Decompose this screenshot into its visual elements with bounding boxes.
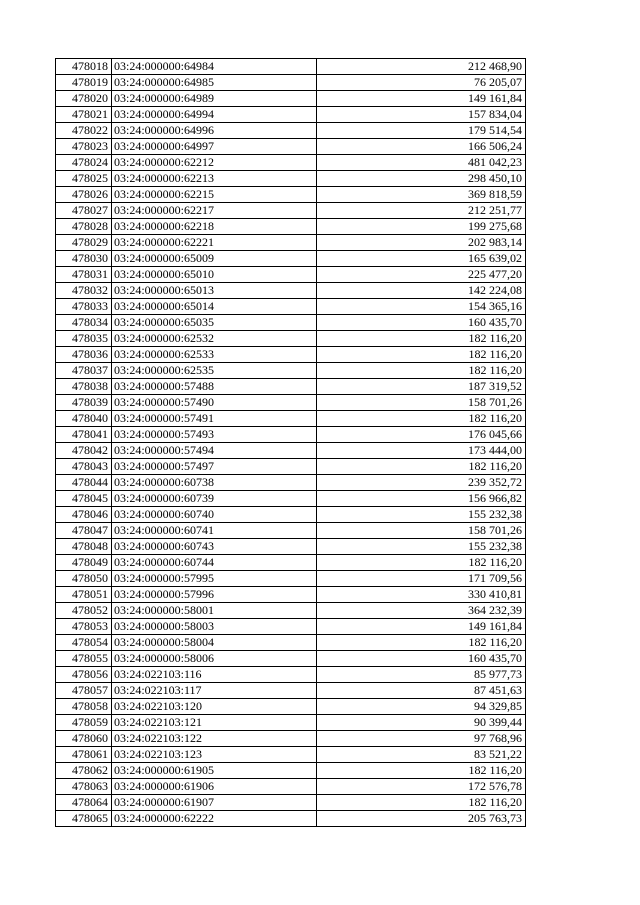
row-number-cell: 478040 [56, 411, 112, 427]
value-cell: 87 451,63 [317, 683, 526, 699]
table-row [56, 187, 526, 203]
cadastral-number-cell: 03:24:022103:117 [112, 683, 317, 699]
table-row [56, 539, 526, 555]
table-row [56, 747, 526, 763]
row-number-cell: 478025 [56, 171, 112, 187]
row-number-cell: 478057 [56, 683, 112, 699]
row-number-cell: 478054 [56, 635, 112, 651]
value-cell: 158 701,26 [317, 523, 526, 539]
cadastral-number-cell: 03:24:000000:64997 [112, 139, 317, 155]
table-row [56, 123, 526, 139]
cadastral-number-cell: 03:24:000000:58004 [112, 635, 317, 651]
value-cell: 166 506,24 [317, 139, 526, 155]
row-number-cell: 478023 [56, 139, 112, 155]
row-number-cell: 478065 [56, 811, 112, 827]
cadastral-number-cell: 03:24:022103:123 [112, 747, 317, 763]
table-row [56, 699, 526, 715]
cadastral-number-cell: 03:24:000000:58006 [112, 651, 317, 667]
row-number-cell: 478052 [56, 603, 112, 619]
value-cell: 142 224,08 [317, 283, 526, 299]
value-cell: 85 977,73 [317, 667, 526, 683]
row-number-cell: 478039 [56, 395, 112, 411]
row-number-cell: 478024 [56, 155, 112, 171]
table-row [56, 59, 526, 75]
row-number-cell: 478055 [56, 651, 112, 667]
table-row [56, 219, 526, 235]
value-cell: 172 576,78 [317, 779, 526, 795]
value-cell: 173 444,00 [317, 443, 526, 459]
value-cell: 154 365,16 [317, 299, 526, 315]
cadastral-number-cell: 03:24:000000:61905 [112, 763, 317, 779]
table-row [56, 555, 526, 571]
cadastral-number-cell: 03:24:000000:57996 [112, 587, 317, 603]
cadastral-number-cell: 03:24:000000:58001 [112, 603, 317, 619]
value-cell: 212 468,90 [317, 59, 526, 75]
table-row [56, 427, 526, 443]
cadastral-number-cell: 03:24:000000:62532 [112, 331, 317, 347]
cadastral-number-cell: 03:24:000000:62221 [112, 235, 317, 251]
value-cell: 182 116,20 [317, 795, 526, 811]
value-cell: 171 709,56 [317, 571, 526, 587]
value-cell: 369 818,59 [317, 187, 526, 203]
cadastral-number-cell: 03:24:000000:62217 [112, 203, 317, 219]
value-cell: 149 161,84 [317, 91, 526, 107]
table-row [56, 91, 526, 107]
table-row [56, 459, 526, 475]
row-number-cell: 478018 [56, 59, 112, 75]
table-row [56, 267, 526, 283]
value-cell: 330 410,81 [317, 587, 526, 603]
table-row [56, 811, 526, 827]
cadastral-number-cell: 03:24:000000:60739 [112, 491, 317, 507]
row-number-cell: 478049 [56, 555, 112, 571]
table-row [56, 603, 526, 619]
value-cell: 157 834,04 [317, 107, 526, 123]
table-row [56, 411, 526, 427]
row-number-cell: 478030 [56, 251, 112, 267]
cadastral-number-cell: 03:24:000000:65014 [112, 299, 317, 315]
table-row [56, 379, 526, 395]
table-row [56, 299, 526, 315]
value-cell: 83 521,22 [317, 747, 526, 763]
row-number-cell: 478053 [56, 619, 112, 635]
table-row [56, 443, 526, 459]
value-cell: 481 042,23 [317, 155, 526, 171]
cadastral-number-cell: 03:24:000000:64994 [112, 107, 317, 123]
row-number-cell: 478058 [56, 699, 112, 715]
table-row [56, 235, 526, 251]
cadastral-number-cell: 03:24:000000:62215 [112, 187, 317, 203]
value-cell: 364 232,39 [317, 603, 526, 619]
table-row [56, 635, 526, 651]
row-number-cell: 478060 [56, 731, 112, 747]
value-cell: 205 763,73 [317, 811, 526, 827]
row-number-cell: 478063 [56, 779, 112, 795]
cadastral-number-cell: 03:24:000000:61907 [112, 795, 317, 811]
cadastral-number-cell: 03:24:000000:58003 [112, 619, 317, 635]
table-row [56, 491, 526, 507]
table-row [56, 155, 526, 171]
table-row [56, 171, 526, 187]
value-cell: 182 116,20 [317, 363, 526, 379]
cadastral-number-cell: 03:24:022103:122 [112, 731, 317, 747]
value-cell: 182 116,20 [317, 347, 526, 363]
table-row [56, 203, 526, 219]
table-row [56, 651, 526, 667]
row-number-cell: 478026 [56, 187, 112, 203]
row-number-cell: 478022 [56, 123, 112, 139]
cadastral-number-cell: 03:24:000000:60740 [112, 507, 317, 523]
table-row [56, 139, 526, 155]
value-cell: 149 161,84 [317, 619, 526, 635]
row-number-cell: 478045 [56, 491, 112, 507]
row-number-cell: 478042 [56, 443, 112, 459]
row-number-cell: 478051 [56, 587, 112, 603]
value-cell: 158 701,26 [317, 395, 526, 411]
table-row [56, 795, 526, 811]
table-row [56, 395, 526, 411]
row-number-cell: 478050 [56, 571, 112, 587]
row-number-cell: 478061 [56, 747, 112, 763]
cadastral-number-cell: 03:24:000000:62535 [112, 363, 317, 379]
cadastral-number-cell: 03:24:000000:60743 [112, 539, 317, 555]
value-cell: 298 450,10 [317, 171, 526, 187]
row-number-cell: 478035 [56, 331, 112, 347]
cadastral-number-cell: 03:24:000000:60744 [112, 555, 317, 571]
value-cell: 90 399,44 [317, 715, 526, 731]
row-number-cell: 478037 [56, 363, 112, 379]
row-number-cell: 478043 [56, 459, 112, 475]
table-row [56, 107, 526, 123]
cadastral-number-cell: 03:24:000000:57494 [112, 443, 317, 459]
cadastral-number-cell: 03:24:022103:121 [112, 715, 317, 731]
table-row [56, 363, 526, 379]
row-number-cell: 478064 [56, 795, 112, 811]
row-number-cell: 478029 [56, 235, 112, 251]
row-number-cell: 478020 [56, 91, 112, 107]
cadastral-number-cell: 03:24:000000:65009 [112, 251, 317, 267]
value-cell: 155 232,38 [317, 507, 526, 523]
data-table [55, 58, 526, 827]
value-cell: 165 639,02 [317, 251, 526, 267]
row-number-cell: 478021 [56, 107, 112, 123]
row-number-cell: 478044 [56, 475, 112, 491]
table-row [56, 75, 526, 91]
row-number-cell: 478056 [56, 667, 112, 683]
row-number-cell: 478032 [56, 283, 112, 299]
row-number-cell: 478048 [56, 539, 112, 555]
value-cell: 160 435,70 [317, 315, 526, 331]
cadastral-number-cell: 03:24:000000:57491 [112, 411, 317, 427]
value-cell: 97 768,96 [317, 731, 526, 747]
value-cell: 94 329,85 [317, 699, 526, 715]
cadastral-number-cell: 03:24:000000:62212 [112, 155, 317, 171]
value-cell: 182 116,20 [317, 555, 526, 571]
table-row [56, 475, 526, 491]
cadastral-number-cell: 03:24:000000:61906 [112, 779, 317, 795]
value-cell: 76 205,07 [317, 75, 526, 91]
value-cell: 199 275,68 [317, 219, 526, 235]
table-row [56, 347, 526, 363]
value-cell: 182 116,20 [317, 331, 526, 347]
cadastral-number-cell: 03:24:000000:65013 [112, 283, 317, 299]
table-row [56, 715, 526, 731]
table-row [56, 251, 526, 267]
row-number-cell: 478034 [56, 315, 112, 331]
cadastral-number-cell: 03:24:000000:57995 [112, 571, 317, 587]
value-cell: 182 116,20 [317, 411, 526, 427]
table-row [56, 331, 526, 347]
cadastral-number-cell: 03:24:000000:57493 [112, 427, 317, 443]
row-number-cell: 478036 [56, 347, 112, 363]
table-row [56, 667, 526, 683]
value-cell: 179 514,54 [317, 123, 526, 139]
value-cell: 182 116,20 [317, 635, 526, 651]
row-number-cell: 478019 [56, 75, 112, 91]
cadastral-number-cell: 03:24:000000:64984 [112, 59, 317, 75]
value-cell: 202 983,14 [317, 235, 526, 251]
cadastral-number-cell: 03:24:022103:120 [112, 699, 317, 715]
value-cell: 187 319,52 [317, 379, 526, 395]
cadastral-number-cell: 03:24:000000:62533 [112, 347, 317, 363]
cadastral-number-cell: 03:24:000000:64985 [112, 75, 317, 91]
table-row [56, 731, 526, 747]
row-number-cell: 478031 [56, 267, 112, 283]
cadastral-number-cell: 03:24:000000:57490 [112, 395, 317, 411]
cadastral-number-cell: 03:24:000000:62213 [112, 171, 317, 187]
cadastral-number-cell: 03:24:000000:65010 [112, 267, 317, 283]
table-row [56, 779, 526, 795]
row-number-cell: 478046 [56, 507, 112, 523]
cadastral-number-cell: 03:24:000000:57488 [112, 379, 317, 395]
table-row [56, 763, 526, 779]
value-cell: 212 251,77 [317, 203, 526, 219]
cadastral-number-cell: 03:24:000000:64989 [112, 91, 317, 107]
value-cell: 225 477,20 [317, 267, 526, 283]
value-cell: 160 435,70 [317, 651, 526, 667]
row-number-cell: 478028 [56, 219, 112, 235]
table-body [56, 59, 526, 827]
row-number-cell: 478059 [56, 715, 112, 731]
cadastral-number-cell: 03:24:000000:60738 [112, 475, 317, 491]
table-row [56, 315, 526, 331]
value-cell: 239 352,72 [317, 475, 526, 491]
table-row [56, 523, 526, 539]
table-row [56, 619, 526, 635]
value-cell: 182 116,20 [317, 763, 526, 779]
row-number-cell: 478038 [56, 379, 112, 395]
value-cell: 182 116,20 [317, 459, 526, 475]
value-cell: 156 966,82 [317, 491, 526, 507]
table-row [56, 587, 526, 603]
cadastral-number-cell: 03:24:000000:62218 [112, 219, 317, 235]
table-row [56, 507, 526, 523]
row-number-cell: 478027 [56, 203, 112, 219]
table-row [56, 683, 526, 699]
row-number-cell: 478062 [56, 763, 112, 779]
table-row [56, 571, 526, 587]
cadastral-number-cell: 03:24:000000:60741 [112, 523, 317, 539]
value-cell: 176 045,66 [317, 427, 526, 443]
cadastral-number-cell: 03:24:000000:65035 [112, 315, 317, 331]
cadastral-number-cell: 03:24:022103:116 [112, 667, 317, 683]
table-row [56, 283, 526, 299]
cadastral-number-cell: 03:24:000000:57497 [112, 459, 317, 475]
value-cell: 155 232,38 [317, 539, 526, 555]
row-number-cell: 478047 [56, 523, 112, 539]
cadastral-number-cell: 03:24:000000:62222 [112, 811, 317, 827]
row-number-cell: 478033 [56, 299, 112, 315]
row-number-cell: 478041 [56, 427, 112, 443]
cadastral-number-cell: 03:24:000000:64996 [112, 123, 317, 139]
